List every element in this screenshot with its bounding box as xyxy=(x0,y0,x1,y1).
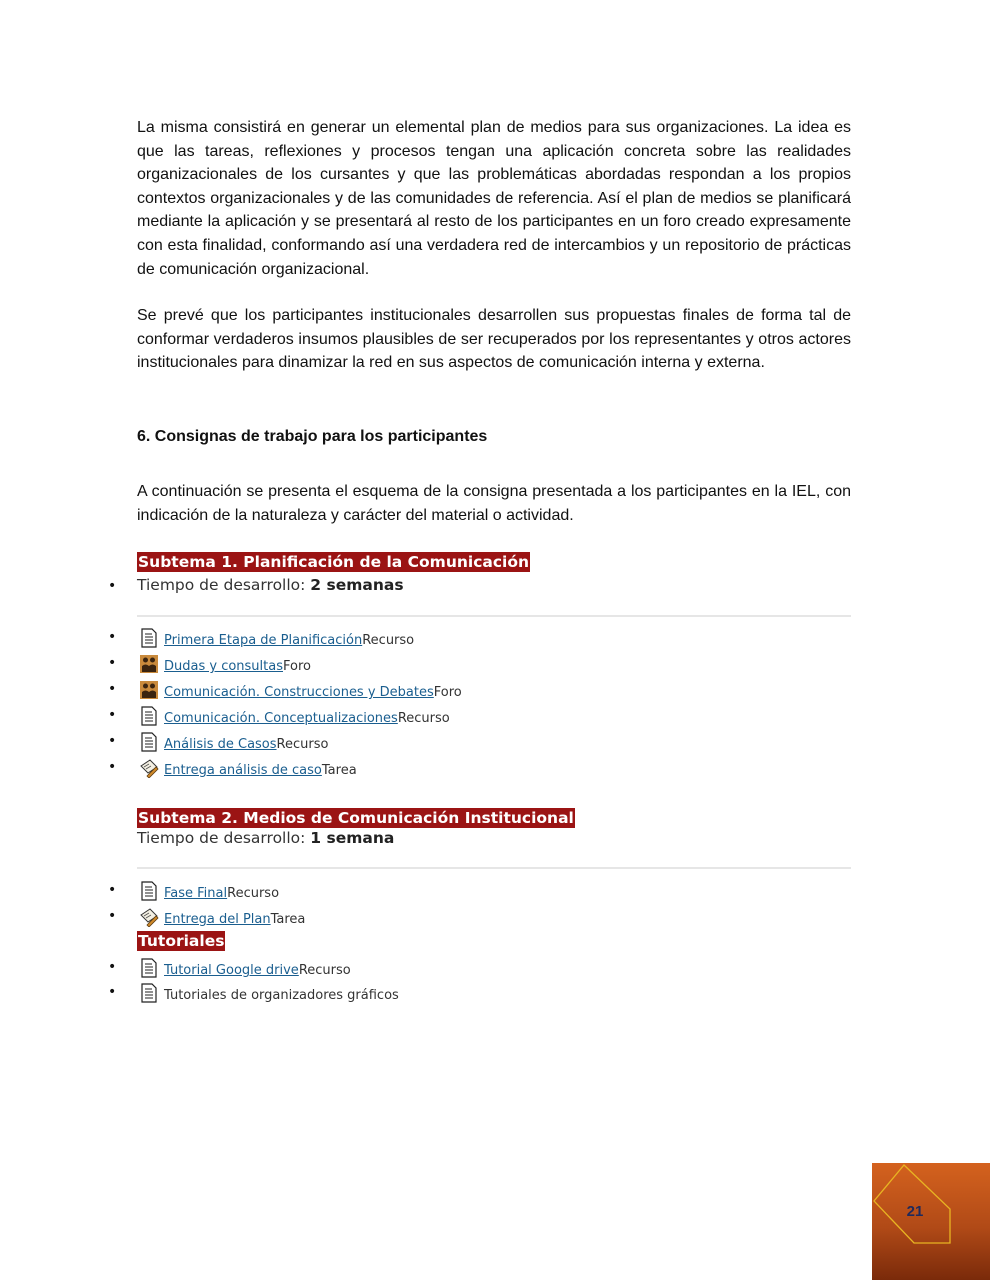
item-text: Tutoriales de organizadores gráficos xyxy=(164,988,399,1003)
resource-link[interactable]: Primera Etapa de Planificación xyxy=(164,633,363,648)
bullet: • xyxy=(108,681,117,697)
item-type: Tarea xyxy=(270,912,306,927)
assignment-icon xyxy=(139,758,159,778)
list-item xyxy=(139,704,450,726)
assignment-link[interactable]: Entrega análisis de caso xyxy=(164,763,322,778)
bullet: • xyxy=(108,759,117,775)
divider xyxy=(137,615,851,617)
bullet: • xyxy=(108,578,117,594)
paragraph-esquema-consigna: A continuación se presenta el esquema de la consigna presentada a los participantes en la IEL, con indicación de la naturaleza y carácter del material o actividad. xyxy=(137,483,851,524)
resource-link[interactable]: Tutorial Google drive xyxy=(164,963,299,978)
item-type: Recurso xyxy=(276,737,329,752)
list-item xyxy=(139,626,414,648)
bullet: • xyxy=(108,733,117,749)
resource-link[interactable]: Análisis de Casos xyxy=(164,737,277,752)
forum-link[interactable]: Comunicación. Construcciones y Debates xyxy=(164,685,434,700)
time-label: Tiempo de desarrollo: xyxy=(137,576,311,594)
item-type: Recurso xyxy=(227,886,280,901)
list-item xyxy=(139,678,462,700)
document-icon xyxy=(139,628,159,648)
page-number-tab xyxy=(872,1163,990,1280)
paragraph-propuestas-finales: Se prevé que los participantes institucionales desarrollen sus propuestas finales de forma tal de conformar verdaderos insumos plausibles de ser recuperados por los representantes y otros actores institucionales para dinamizar la red en sus aspectos de comunicación interna y externa. xyxy=(137,307,851,372)
list-item xyxy=(139,879,279,901)
list-item xyxy=(139,956,351,978)
resource-link[interactable]: Fase Final xyxy=(164,886,228,901)
document-icon xyxy=(139,706,159,726)
bullet: • xyxy=(108,959,117,975)
assignment-link[interactable]: Entrega del Plan xyxy=(164,912,271,927)
item-type: Recurso xyxy=(362,633,415,648)
subtema-2-time xyxy=(137,829,394,847)
assignment-icon xyxy=(139,907,159,927)
forum-icon xyxy=(139,680,159,700)
bullet: • xyxy=(108,707,117,723)
document-icon xyxy=(139,958,159,978)
list-item xyxy=(139,730,328,752)
paragraph-plan-medios: La misma consistirá en generar un elemental plan de medios para sus organizaciones. La idea es que las tareas, reflexiones y procesos tengan una aplicación concreta sobre las realidades organizacionales de los cursantes y que las problemáticas abordadas respondan a los propios contextos organizacionales y de las comunidades de referencia. Así el plan de medios se planificará mediante la aplicación y se presentará al resto de los participantes en un foro creado expresamente con esta finalidad, conformando así una verdadera red de intercambios y un repositorio de prácticas de comunicación organizacional. xyxy=(137,119,851,278)
list-item xyxy=(139,652,311,674)
document-icon xyxy=(139,881,159,901)
time-label: Tiempo de desarrollo: xyxy=(137,829,311,847)
resource-link[interactable]: Comunicación. Conceptualizaciones xyxy=(164,711,398,726)
page-tab-outline xyxy=(872,1163,990,1280)
forum-link[interactable]: Dudas y consultas xyxy=(164,659,283,674)
tutoriales-heading: Tutoriales xyxy=(138,932,225,950)
forum-icon xyxy=(139,654,159,674)
list-item xyxy=(139,905,305,927)
bullet: • xyxy=(108,655,117,671)
bullet: • xyxy=(108,908,117,924)
document-icon xyxy=(139,983,159,1003)
bullet: • xyxy=(108,984,117,1000)
bullet: • xyxy=(108,882,117,898)
divider xyxy=(137,867,851,869)
bullet: • xyxy=(108,629,117,645)
subtema-2-heading: Subtema 2. Medios de Comunicación Institucional xyxy=(138,809,574,827)
time-value: 2 semanas xyxy=(310,576,404,594)
item-type: Foro xyxy=(433,685,462,700)
item-type: Foro xyxy=(283,659,311,674)
list-item xyxy=(139,981,399,1003)
section-title: 6. Consignas de trabajo para los participantes xyxy=(137,428,488,445)
item-type: Recurso xyxy=(298,963,351,978)
page-number: 21 xyxy=(906,1203,924,1220)
item-type: Recurso xyxy=(397,711,450,726)
item-type: Tarea xyxy=(321,763,357,778)
list-item xyxy=(139,756,357,778)
subtema-1-time xyxy=(137,576,404,594)
subtema-1-heading: Subtema 1. Planificación de la Comunicación xyxy=(138,553,530,571)
document-icon xyxy=(139,732,159,752)
time-value: 1 semana xyxy=(310,829,395,847)
